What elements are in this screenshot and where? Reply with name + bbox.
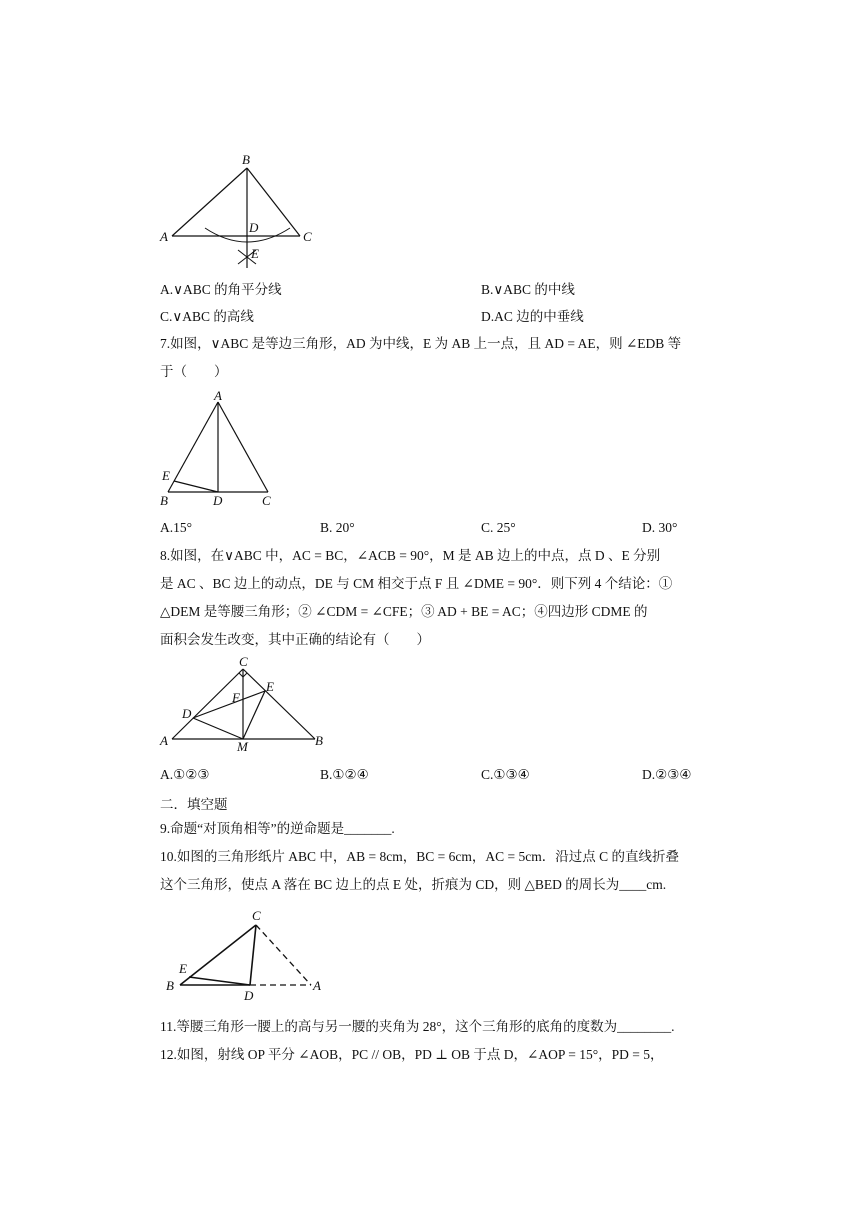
figure-q8-svg <box>155 655 335 755</box>
q8-text-line3: △DEM 是等腰三角形；② ∠CDM = ∠CFE；③ AD + BE = AC；④四边形 CDME 的 <box>160 604 648 619</box>
label-A: A <box>313 978 321 993</box>
label-M: M <box>237 739 248 754</box>
figure-q7-triangle <box>155 388 285 513</box>
q7-text-line1: 7.如图，∨ABC 是等边三角形，AD 为中线，E 为 AB 上一点，且 AD = AE，则 ∠EDB 等 <box>160 336 682 351</box>
q6-option-d: D.AC 边的中垂线 <box>481 309 584 324</box>
label-D: D <box>213 493 223 508</box>
label-C: C <box>239 654 248 669</box>
q8-option-d: D.②③④ <box>642 767 692 782</box>
q8-text-line2: 是 AC 、BC 边上的动点，DE 与 CM 相交于点 F 且 ∠DME = 90°．则下列 4 个结论：① <box>160 576 673 591</box>
q9-text: 9.命题“对顶角相等”的逆命题是_______. <box>160 821 395 836</box>
label-E: E <box>266 679 274 694</box>
figure-q8-triangle <box>155 655 335 755</box>
q8-text-line1: 8.如图，在∨ABC 中，AC = BC，∠ACB = 90°，M 是 AB 边上的中点，点 D 、E 分别 <box>160 548 661 563</box>
q10-text-line2: 这个三角形，使点 A 落在 BC 边上的点 E 处，折痕为 CD，则 △BED 的周长为____cm. <box>160 877 667 892</box>
section-heading-fill-in: 二．填空题 <box>160 797 228 812</box>
figure-q6-svg <box>150 150 330 275</box>
label-D: D <box>182 706 192 721</box>
q7-option-c: C. 25° <box>481 520 516 535</box>
label-A: A <box>160 733 168 748</box>
label-B: B <box>160 493 168 508</box>
label-D: D <box>244 988 254 1003</box>
figure-q7-svg <box>155 388 285 513</box>
q6-option-b: B.∨ABC 的中线 <box>481 282 575 297</box>
label-B: B <box>166 978 174 993</box>
q6-option-a: A.∨ABC 的角平分线 <box>160 282 282 297</box>
label-C: C <box>262 493 271 508</box>
q11-text: 11.等腰三角形一腰上的高与另一腰的夹角为 28°，这个三角形的底角的度数为________. <box>160 1019 675 1034</box>
q7-option-a: A.15° <box>160 520 193 535</box>
q7-option-b: B. 20° <box>320 520 355 535</box>
q7-text-line2: 于（ ） <box>160 364 228 379</box>
q10-text-line1: 10.如图的三角形纸片 ABC 中，AB = 8cm，BC = 6cm，AC = 5cm．沿过点 C 的直线折叠 <box>160 849 679 864</box>
label-E: E <box>179 961 187 976</box>
label-E: E <box>251 246 259 261</box>
label-A: A <box>214 388 222 403</box>
q8-text-line4: 面积会发生改变，其中正确的结论有（ ） <box>160 632 430 647</box>
label-C: C <box>252 908 261 923</box>
label-B: B <box>242 152 250 167</box>
figure-q10-fold <box>158 905 338 1005</box>
label-C: C <box>303 229 312 244</box>
figure-q10-svg <box>158 905 338 1005</box>
label-B: B <box>315 733 323 748</box>
q6-option-c: C.∨ABC 的高线 <box>160 309 254 324</box>
q7-option-d: D. 30° <box>642 520 678 535</box>
label-D: D <box>249 220 259 235</box>
figure-q6-triangle <box>150 150 330 275</box>
q8-option-a: A.①②③ <box>160 767 210 782</box>
label-E: E <box>162 468 170 483</box>
label-F: F <box>232 690 240 705</box>
q8-option-c: C.①③④ <box>481 767 530 782</box>
q8-option-b: B.①②④ <box>320 767 369 782</box>
q12-text: 12.如图，射线 OP 平分 ∠AOB，PC // OB，PD ⊥ OB 于点 D，∠AOP = 15°，PD = 5， <box>160 1047 664 1062</box>
label-A: A <box>160 229 168 244</box>
